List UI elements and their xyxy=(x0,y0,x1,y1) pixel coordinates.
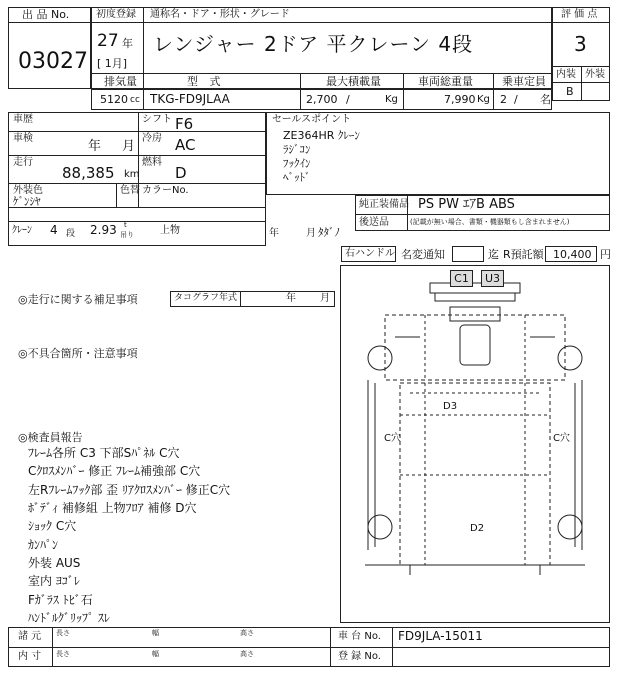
name-change-unit: 迄 xyxy=(488,248,499,261)
inspection-month-label: 月 xyxy=(122,139,136,154)
windshield xyxy=(450,307,500,321)
tachograph-month: 月 xyxy=(320,293,330,304)
body-maker: ﾀﾀﾞﾉ xyxy=(318,226,340,239)
marker-d3: D3 xyxy=(443,401,458,412)
front-right-wheel xyxy=(558,346,582,370)
capacity-value: 2 xyxy=(500,93,507,106)
model-name: レンジャー 2ドア 平クレーン 4段 xyxy=(153,32,474,56)
body-month-label: 月 xyxy=(306,228,316,239)
inspector-line: 室内 ﾖｺﾞﾚ xyxy=(28,574,80,588)
length-label-interior: 長さ xyxy=(56,650,70,658)
inspector-line: Fｶﾞﾗｽ ﾄﾋﾞ石 xyxy=(28,593,93,607)
displacement-unit: cc xyxy=(130,95,140,105)
ac-value: AC xyxy=(175,136,196,154)
first-reg-label: 初度登録 xyxy=(96,9,136,20)
grade-value: 3 xyxy=(574,32,587,56)
marker-c-hole-left: C穴 xyxy=(384,433,401,444)
body-year-label: 年 xyxy=(269,228,279,239)
ac-label: 冷房 xyxy=(142,133,162,144)
aftermarket-note: (記載が無い場合、書類・機器類もし含まれません) xyxy=(410,218,570,226)
shift-value: F6 xyxy=(175,115,194,133)
max-load: 2,700 xyxy=(306,93,338,106)
crane-stages: 4 xyxy=(50,223,58,237)
cab-roof xyxy=(430,283,520,293)
color-change-label: 色替 xyxy=(120,185,140,196)
crane-label: ｸﾚｰﾝ xyxy=(12,225,32,236)
steering-value: 右ハンドル xyxy=(345,248,395,259)
cargo-bed xyxy=(400,383,550,565)
sales-point-item: ﾌｯｸｲﾝ xyxy=(283,157,311,170)
crane-capacity: 2.93 xyxy=(90,223,117,237)
name-change-label: 名変通知 xyxy=(401,248,445,261)
body-label: 上物 xyxy=(160,225,180,236)
color-value: ｹﾞﾝｼﾔ xyxy=(13,195,41,208)
interior-label: 内装 xyxy=(556,69,576,80)
fuel-value: D xyxy=(175,164,187,182)
grade-label: 評 価 点 xyxy=(561,9,598,20)
displacement-label: 排気量 xyxy=(104,75,137,88)
capacity-sep: / xyxy=(514,93,518,106)
crane-capacity-unit-top: t xyxy=(124,221,127,229)
chassis-label: 車 台 No. xyxy=(338,631,381,642)
first-reg-month: [ 1月] xyxy=(97,57,128,70)
model-code-label: 型 式 xyxy=(187,75,225,88)
inspector-line: ｼｮｯｸ C穴 xyxy=(28,519,77,533)
history-label: 車歴 xyxy=(13,114,33,125)
marker-c-hole-right: C穴 xyxy=(553,433,570,444)
lot-label: 出 品 No. xyxy=(22,8,70,21)
tachograph-year: 年 xyxy=(286,293,296,304)
capacity-label: 乗車定員 xyxy=(502,75,546,88)
rear-left-wheel xyxy=(368,515,392,539)
sales-point-item: ﾍﾞｯﾄﾞ xyxy=(283,171,311,184)
sales-point-item: ZE364HR ｸﾚｰﾝ xyxy=(283,129,360,142)
inspector-report-label: ◎検査員報告 xyxy=(18,431,83,444)
inspector-line: ﾎﾞﾃﾞｨ 補修組 上物ﾌﾛｱ 補修 D穴 xyxy=(28,501,197,515)
max-load-label: 最大積載量 xyxy=(326,75,381,88)
recycle-unit: 円 xyxy=(600,248,611,261)
front-left-wheel xyxy=(368,346,392,370)
registration-label: 登 録 No. xyxy=(338,651,381,662)
driving-notes-label: ◎走行に関する補足事項 xyxy=(18,293,138,306)
truck-outline xyxy=(340,265,610,623)
color-code-label: カラーNo. xyxy=(142,185,189,196)
marker-c1: C1 xyxy=(450,270,473,287)
height-label: 高さ xyxy=(240,629,254,637)
shift-label: シフト xyxy=(142,114,172,125)
gross-weight-unit: Kg xyxy=(477,94,490,105)
mileage-unit: km xyxy=(124,169,140,180)
max-load-sep: / xyxy=(346,93,350,106)
name-change-box xyxy=(452,246,484,262)
inspector-line: ﾌﾚｰﾑ各所 C3 下部Sﾊﾟﾈﾙ C穴 xyxy=(28,446,180,460)
sales-point-item: ﾗｼﾞｺﾝ xyxy=(283,143,311,156)
inspector-line: ｶﾝﾊﾟﾝ xyxy=(28,538,59,552)
inspector-line: Cｸﾛｽﾒﾝﾊﾞｰ 修正 ﾌﾚｰﾑ補強部 C穴 xyxy=(28,464,201,478)
dims-label: 諸 元 xyxy=(18,631,42,642)
recycle-value: 10,400 xyxy=(553,248,592,261)
aftermarket-label: 後送品 xyxy=(359,217,389,228)
gross-weight: 7,990 xyxy=(444,93,476,106)
genuine-equipment-value: PS PW ｴｱB ABS xyxy=(418,197,515,212)
capacity-unit: 名 xyxy=(540,93,551,106)
interior-dims-label: 内 寸 xyxy=(18,651,42,662)
genuine-equipment-label: 純正装備品 xyxy=(359,199,409,210)
inspector-line: ﾊﾝﾄﾞﾙｸﾞﾘｯﾌﾟ ｽﾚ xyxy=(28,611,110,625)
color-label: 外装色 xyxy=(13,185,43,196)
width-label-interior: 幅 xyxy=(152,650,159,658)
crane-base xyxy=(460,325,490,365)
rear-right-wheel xyxy=(558,515,582,539)
inspector-line: 左Rﾌﾚｰﾑﾌｯｸ部 歪 ﾘｱｸﾛｽﾒﾝﾊﾞｰ 修正C穴 xyxy=(28,483,231,497)
model-code: TKG-FD9JLAA xyxy=(150,92,230,106)
fuel-label: 燃料 xyxy=(142,157,162,168)
max-load-unit: Kg xyxy=(385,94,398,105)
mileage-label: 走行 xyxy=(13,157,33,168)
tachograph-label: タコグラフ年式 xyxy=(174,293,238,303)
sales-points-label: セールスポイント xyxy=(272,114,352,125)
length-label: 長さ xyxy=(56,629,70,637)
exterior-label: 外装 xyxy=(585,69,605,80)
height-label-interior: 高さ xyxy=(240,650,254,658)
marker-u3: U3 xyxy=(481,270,504,287)
first-reg-year: 27 xyxy=(97,31,119,51)
inspector-line: 外装 AUS xyxy=(28,556,81,570)
chassis-number: FD9JLA-15011 xyxy=(398,629,483,643)
inspection-year-label: 年 xyxy=(88,139,102,154)
crane-stage-unit: 段 xyxy=(66,229,76,239)
interior-grade: B xyxy=(566,85,574,98)
cab-visor xyxy=(435,293,515,301)
lot-number: 03027 xyxy=(18,49,88,74)
mileage-value: 88,385 xyxy=(62,164,115,182)
displacement-value: 5120 xyxy=(100,93,128,106)
year-unit: 年 xyxy=(122,37,133,50)
marker-d2: D2 xyxy=(470,523,485,534)
width-label: 幅 xyxy=(152,629,159,637)
defects-label: ◎不具合箇所・注意事項 xyxy=(18,347,138,360)
model-name-label: 通称名・ドア・形状・グレード xyxy=(150,9,290,20)
recycle-label: R預託額 xyxy=(503,248,544,261)
inspection-label: 車検 xyxy=(13,133,33,144)
gross-weight-label: 車両総重量 xyxy=(418,75,473,88)
crane-capacity-unit-bottom: 吊り xyxy=(120,231,134,239)
